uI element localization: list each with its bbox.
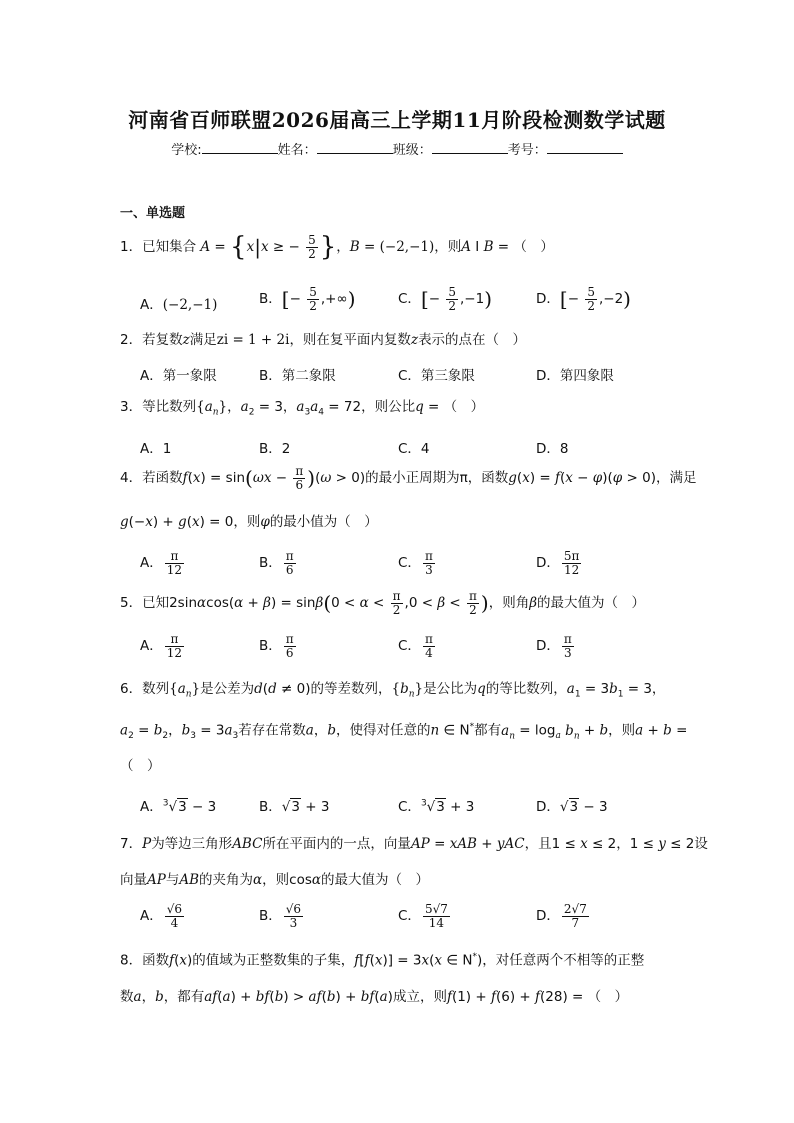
exam-no-label: 考号： xyxy=(507,143,547,158)
option-a[interactable]: A．$^3$√3 − 3 xyxy=(140,798,217,815)
option-a[interactable]: A．(−2,−1) xyxy=(140,297,218,313)
option-c[interactable]: C．[− $\frac{5}{2}$ ,−1) xyxy=(398,285,493,313)
option-a[interactable]: A．第一象限 xyxy=(140,368,217,384)
question-8-cont: 数a，b，都有af(a) + bf(b) > af(b) + bf(a)成立，则f(1) + f(6) + f(28) = （ ） xyxy=(120,989,629,1005)
option-b[interactable]: B． $\frac{√6}{3}$ xyxy=(259,902,302,930)
name-label: 姓名： xyxy=(277,143,317,158)
option-b[interactable]: B．[− $\frac{5}{2}$ ,+∞) xyxy=(259,285,356,313)
option-c[interactable]: C．$^3$√3 + 3 xyxy=(398,798,475,815)
class-blank[interactable] xyxy=(432,141,508,154)
question-2: 2．若复数z满足zi = 1 + 2i，则在复平面内复数z表示的点在（ ） xyxy=(120,332,527,348)
option-d[interactable]: D． $\frac{5\pi}{12}$ xyxy=(536,549,580,577)
name-blank[interactable] xyxy=(317,141,393,154)
question-text: （ ） xyxy=(513,239,554,256)
question-7-cont: 向量AP与AB的夹角为α，则cosα的最大值为（ ） xyxy=(120,872,429,888)
option-d[interactable]: D． $\frac{\pi}{3}$ xyxy=(536,632,572,660)
option-d[interactable]: D．[− $\frac{5}{2}$ ,−2) xyxy=(536,285,631,313)
question-6-blank: （ ） xyxy=(120,758,161,774)
question-4: 4．若函数f(x) = sin(ωx − $\frac{\pi}{6}$ )(ω > 0)的最小正周期为π，函数g(x) = f(x − φ)(φ > 0)，满足 xyxy=(120,464,697,492)
option-d[interactable]: D．√3 − 3 xyxy=(536,799,608,815)
page-title: 河南省百师联盟2026届高三上学期11月阶段检测数学试题 xyxy=(128,108,666,132)
question-7: 7．P为等边三角形ABC所在平面内的一点，向量AP = xAB + yAC，且1 ≤ x ≤ 2，1 ≤ y ≤ 2设 xyxy=(120,836,708,852)
question-8: 8．函数f(x)的值域为正整数集的子集，f[f(x)] = 3x(x ∈ N*)，对任意两个不相等的正整 xyxy=(120,952,645,969)
class-label: 班级： xyxy=(392,143,432,158)
option-b[interactable]: B．第二象限 xyxy=(259,368,336,384)
option-a[interactable]: A． $\frac{√6}{4}$ xyxy=(140,902,183,930)
question-6: 6．数列$\{a_n\}$是公差为d(d ≠ 0)的等差数列，$\{b_n\}$是公比为q的等比数列，$a_1 = 3b_1 = 3$， xyxy=(120,681,666,700)
option-a[interactable]: A．1 xyxy=(140,441,172,457)
option-d[interactable]: D．8 xyxy=(536,441,569,457)
option-c[interactable]: C．第三象限 xyxy=(398,368,475,384)
question-5: 5．已知2sinαcos(α + β) = sinβ(0 < α < $\frac{\pi}{2}$ ,0 < β < $\frac{\pi}{2}$ )，则角β的最大值为（ ） xyxy=(120,589,646,617)
option-c[interactable]: C． $\frac{5√7}{14}$ xyxy=(398,902,448,930)
question-6-cont: $a_2 = b_2$，$b_3 = 3a_3$若存在常数a，b，使得对任意的n ∈ N*都有$a_n = \log_a b_n + b$，则a + b = xyxy=(120,722,688,742)
option-a[interactable]: A． $\frac{\pi}{12}$ xyxy=(140,632,183,660)
question-1: 1．已知集合 A = {x|x ≥ − $\frac{5}{2}$ }，B = (−2,−1)，则A I B = （ ） xyxy=(120,232,554,263)
option-c[interactable]: C．4 xyxy=(398,441,430,457)
option-c[interactable]: C． $\frac{\pi}{3}$ xyxy=(398,549,433,577)
option-b[interactable]: B． $\frac{\pi}{6}$ xyxy=(259,632,294,660)
question-4-cont: g(−x) + g(x) = 0，则φ的最小值为（ ） xyxy=(120,514,378,530)
option-b[interactable]: B． $\frac{\pi}{6}$ xyxy=(259,549,294,577)
option-a[interactable]: A． $\frac{\pi}{12}$ xyxy=(140,549,183,577)
option-c[interactable]: C． $\frac{\pi}{4}$ xyxy=(398,632,433,660)
section-title: 一、单选题 xyxy=(120,206,186,221)
student-info-line xyxy=(0,139,794,158)
option-d[interactable]: D． $\frac{2√7}{7}$ xyxy=(536,902,587,930)
question-text: ，则 xyxy=(434,239,462,256)
exam-no-blank[interactable] xyxy=(547,141,623,154)
question-text: 已知集合 xyxy=(142,239,197,256)
option-d[interactable]: D．第四象限 xyxy=(536,368,614,384)
school-blank[interactable] xyxy=(202,141,278,154)
option-b[interactable]: B．√3 + 3 xyxy=(259,799,330,815)
question-3: 3．等比数列$\{a_n\}$，$a_2 = 3$，$a_3a_4 = 72$，则公比q = （ ） xyxy=(120,399,485,418)
option-b[interactable]: B．2 xyxy=(259,441,291,457)
school-label: 学校: xyxy=(171,143,202,158)
question-number: 1． xyxy=(120,239,143,256)
